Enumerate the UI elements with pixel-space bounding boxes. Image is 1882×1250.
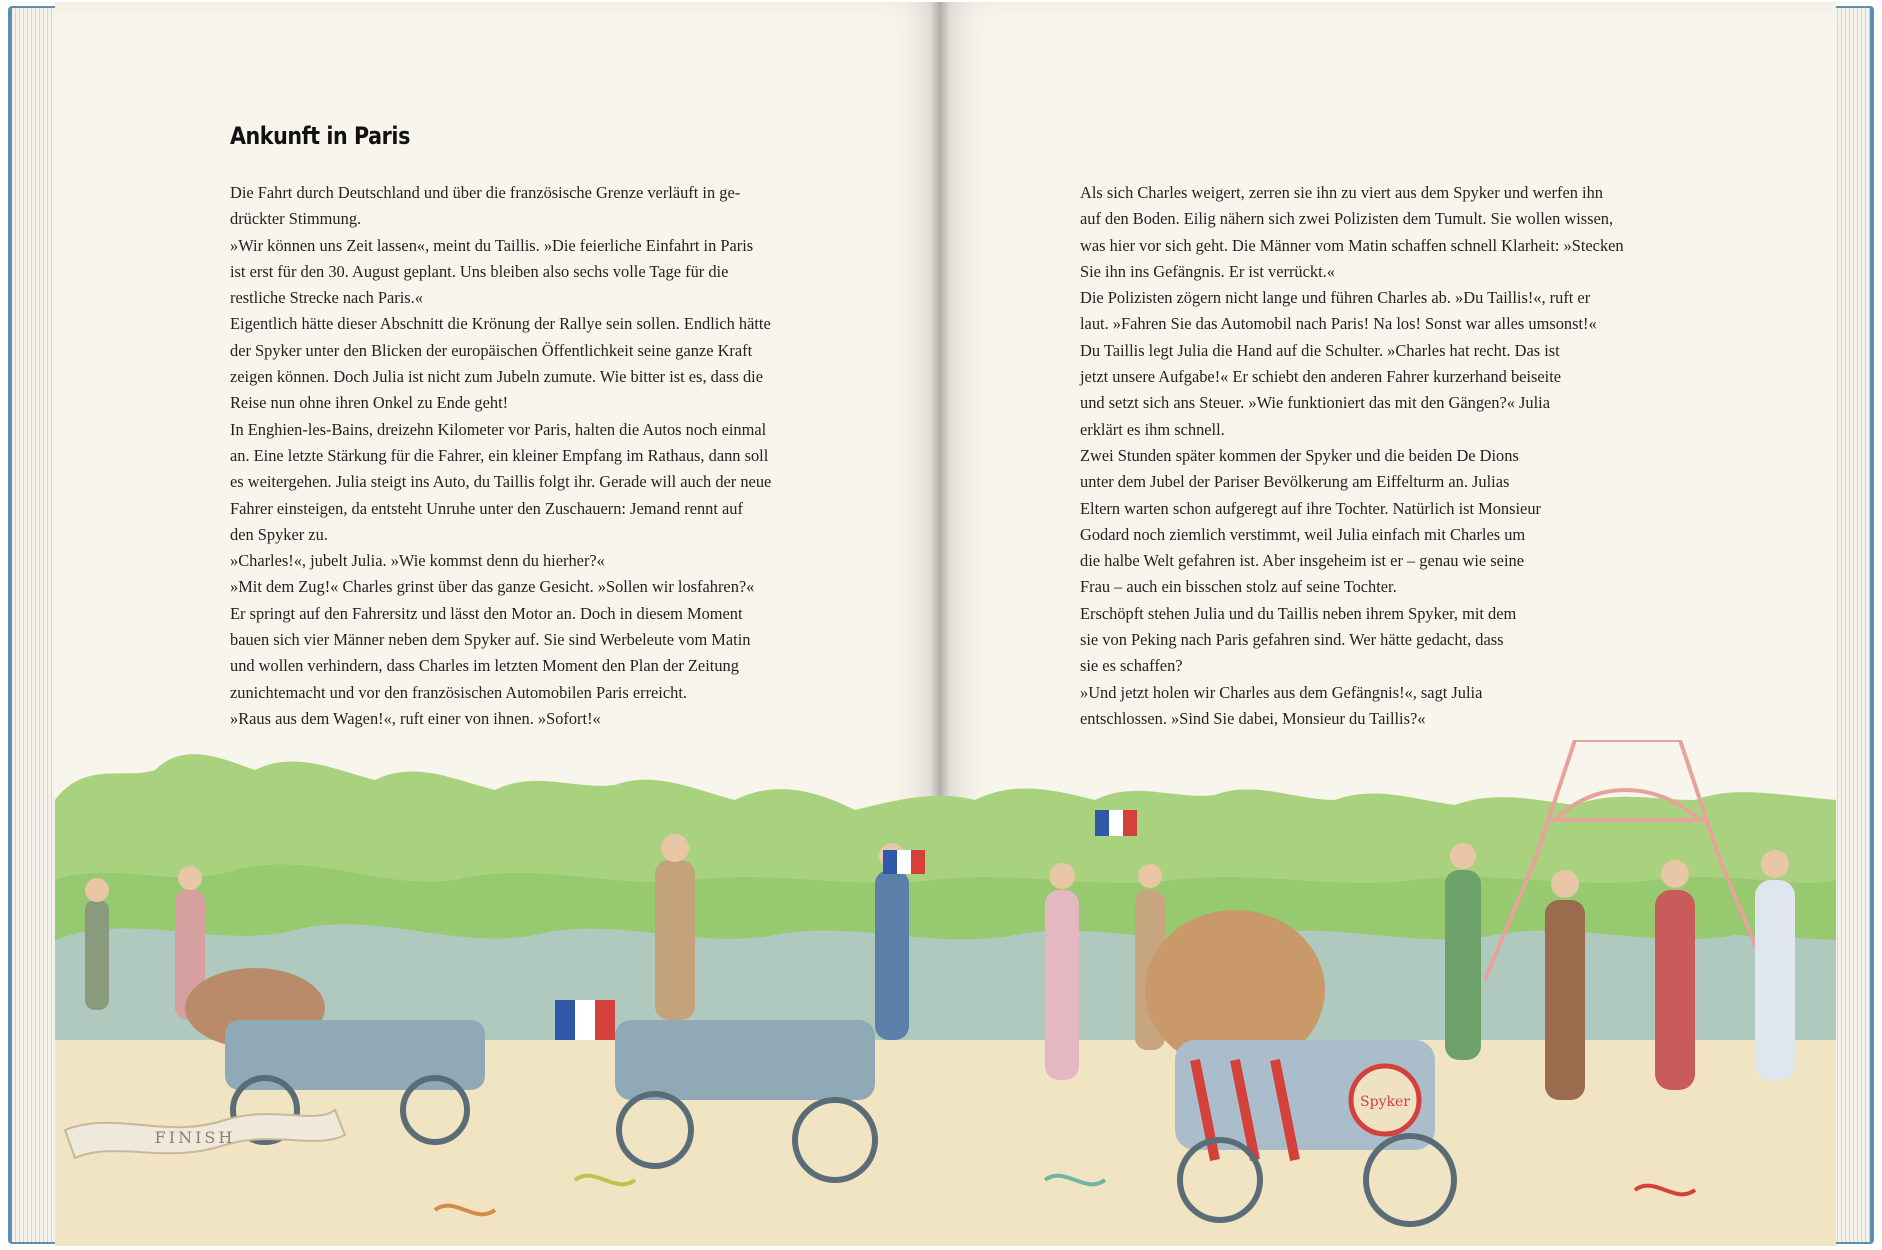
text-line: »Raus aus dem Wagen!«, ruft einer von ihnen. »Sofort!« [230,708,601,728]
text-line: »Wir können uns Zeit lassen«, meint du Taillis. »Die feierliche Einfahrt in Paris [230,235,754,255]
text-line: die halbe Welt gefahren ist. Aber insgeheim ist er – genau wie seine [1080,551,1524,571]
chapter-title: Ankunft in Paris [230,122,410,150]
text-line: restliche Strecke nach Paris.« [230,288,423,308]
text-line: es weitergehen. Julia steigt ins Auto, du Taillis folgt ihr. Gerade will auch der neue [230,472,772,492]
text-line: sie es schaffen? [1080,656,1183,676]
text-line: In Enghien-les-Bains, dreizehn Kilometer vor Paris, halten die Autos noch einmal [230,419,767,439]
text-line: entschlossen. »Sind Sie dabei, Monsieur du Taillis?« [1080,708,1426,728]
text-line: zunichtemacht und vor den französischen Automobilen Paris erreicht. [230,682,687,702]
text-line: Die Polizisten zögern nicht lange und führen Charles ab. »Du Taillis!«, ruft er [1080,288,1591,308]
spyker-radiator-label: Spyker [1360,1094,1410,1110]
text-line: »Mit dem Zug!« Charles grinst über das ganze Gesicht. »Sollen wir losfahren?« [230,577,755,597]
text-line: auf den Boden. Eilig nähern sich zwei Polizisten dem Tumult. Sie wollen wissen, [1080,209,1614,229]
text-line: an. Eine letzte Stärkung für die Fahrer, ein kleiner Empfang im Rathaus, dann soll [230,445,769,465]
text-line: Fahrer einsteigen, da entsteht Unruhe unter den Zuschauern: Jemand rennt auf [230,498,743,518]
text-line: Eltern warten schon aufgeregt auf ihre Tochter. Natürlich ist Monsieur [1080,498,1541,518]
text-line: sie von Peking nach Paris gefahren sind. Wer hätte gedacht, dass [1080,630,1504,650]
text-line: »Und jetzt holen wir Charles aus dem Gefängnis!«, sagt Julia [1080,682,1483,702]
finish-banner-text: FINISH [154,1128,236,1147]
french-flag-right [1095,810,1137,836]
text-line: Du Taillis legt Julia die Hand auf die Schulter. »Charles hat recht. Das ist [1080,340,1560,360]
right-page-text [1080,180,1680,732]
text-line: und setzt sich ans Steuer. »Wie funktioniert das mit den Gängen?« Julia [1080,393,1551,413]
text-line: drückter Stimmung. [230,209,362,229]
text-line: Frau – auch ein bisschen stolz auf seine Tochter. [1080,577,1397,597]
text-line: unter dem Jubel der Pariser Bevölkerung am Eiffelturm an. Julias [1080,472,1510,492]
text-line: was hier vor sich geht. Die Männer vom Matin schaffen schnell Klarheit: »Stecken [1080,235,1624,255]
text-line: Sie ihn ins Gefängnis. Er ist verrückt.« [1080,261,1335,281]
text-line: Die Fahrt durch Deutschland und über die französische Grenze verläuft in ge- [230,183,741,202]
text-line: laut. »Fahren Sie das Automobil nach Paris! Na los! Sonst war alles umsonst!« [1080,314,1597,334]
paris-arrival-illustration [55,740,1836,1246]
left-page-text [230,180,830,732]
text-line: Er springt auf den Fahrersitz und lässt den Motor an. Doch in diesem Moment [230,603,743,623]
french-flag-center [883,850,925,874]
text-line: Erschöpft stehen Julia und du Taillis neben ihrem Spyker, mit dem [1080,603,1517,623]
text-line: Zwei Stunden später kommen der Spyker und die beiden De Dions [1080,445,1519,465]
illustration-svg [55,740,1836,1246]
text-line: Reise nun ohne ihren Onkel zu Ende geht! [230,393,509,413]
text-line: ist erst für den 30. August geplant. Uns bleiben also sechs volle Tage für die [230,261,729,281]
text-line: »Charles!«, jubelt Julia. »Wie kommst denn du hierher?« [230,551,605,571]
text-line: und wollen verhindern, dass Charles im letzten Moment den Plan der Zeitung [230,656,739,676]
text-line: zeigen können. Doch Julia ist nicht zum Jubeln zumute. Wie bitter ist es, dass die [230,367,763,387]
text-line: Eigentlich hätte dieser Abschnitt die Krönung der Rallye sein sollen. Endlich hätte [230,314,771,334]
page-edges-right [1834,8,1870,1242]
text-line: jetzt unsere Aufgabe!« Er schiebt den anderen Fahrer kurzerhand beiseite [1080,367,1562,387]
text-line: den Spyker zu. [230,524,328,544]
text-line: Als sich Charles weigert, zerren sie ihn zu viert aus dem Spyker und werfen ihn [1080,183,1603,202]
text-line: Godard noch ziemlich verstimmt, weil Julia einfach mit Charles um [1080,524,1526,544]
text-line: der Spyker unter den Blicken der europäischen Öffentlichkeit seine ganze Kraft [230,340,753,360]
text-line: erklärt es ihm schnell. [1080,419,1225,439]
french-flag-left [555,1000,615,1040]
text-line: bauen sich vier Männer neben dem Spyker auf. Sie sind Werbeleute vom Matin [230,630,751,650]
